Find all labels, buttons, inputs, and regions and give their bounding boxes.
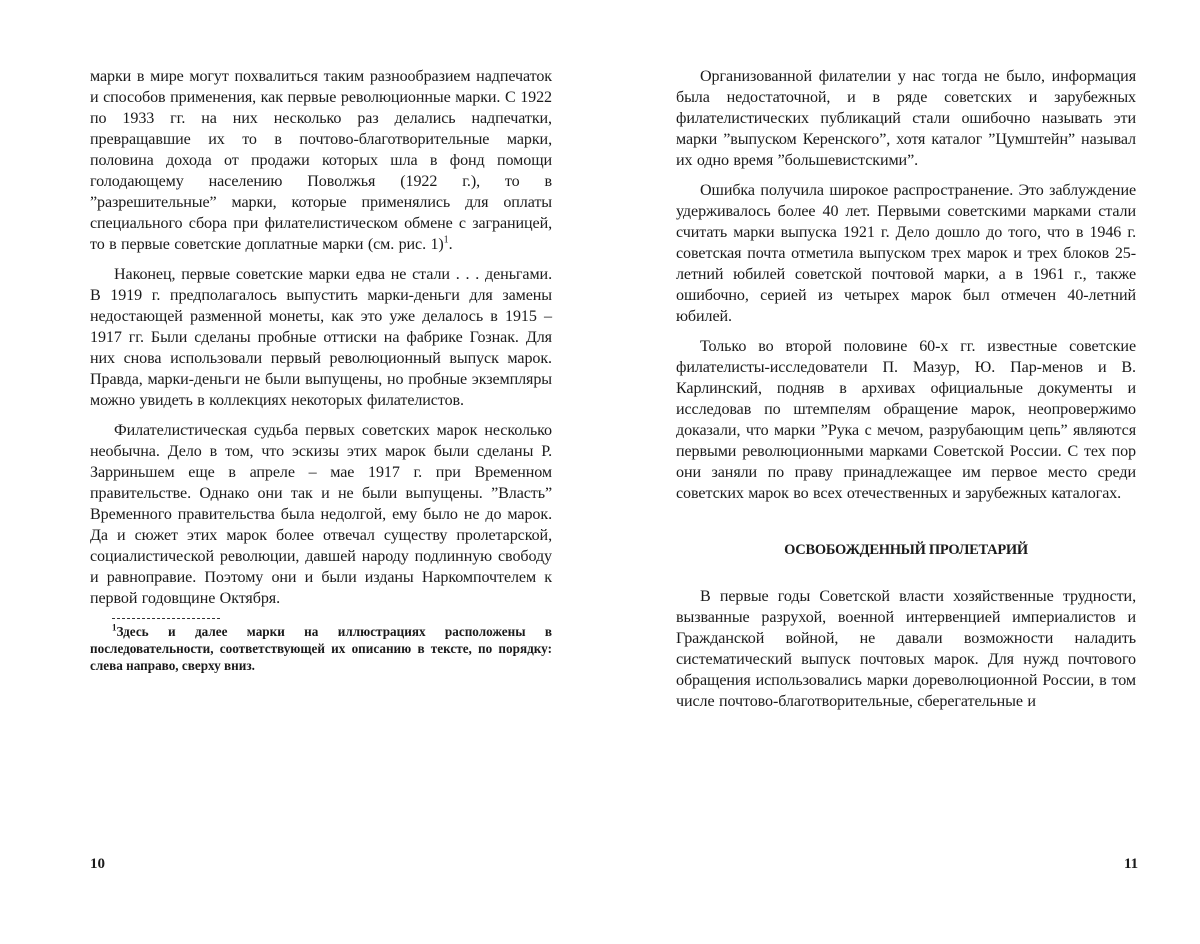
page-number-left: 10 [90, 856, 105, 872]
footnote-separator [112, 618, 220, 619]
paragraph: Филателистическая судьба первых советских марок несколько необычна. Дело в том, что эскизы этих марок были сделаны Р. Зарриньшем еще в апреле – мае 1917 г. при Временном правительстве. Однако они так и не были выпущены. ”Власть” Временного правительства была недолгой, ему было не до марок. Да и сюжет этих марок более отвечал существу пролетарской, социалистической революции, давшей народу подлинную свободу и равноправие. Поэтому они и были изданы Наркомпочтелем к первой годовщине Октября. [90, 422, 552, 607]
paragraph: Наконец, первые советские марки едва не стали . . . деньгами. В 1919 г. предполагалось выпустить марки-деньги для замены недостающей разменной монеты, как это уже делалось в 1915 – 1917 гг. Были сделаны пробные оттиски на фабрике Гознак. Для них снова использовали первый революционный выпуск марок. Правда, марки-деньги не были выпущены, но пробные экземпляры можно увидеть в коллекциях некоторых филателистов. [90, 266, 552, 409]
footnote: $^1$Здесь и далее марки на иллюстрациях расположены в последовательности, соответствующей их описанию в тексте, по порядку: слева направо, сверху вниз. [90, 622, 552, 673]
paragraph: Только во второй половине 60-х гг. известные советские филателисты-исследователи П. Мазур, Ю. Пар-менов и В. Карлинский, подняв в архивах официальные документы и исследовав по штемпелям обращение марок, неопровержимо доказали, что марки ”Рука с мечом, разрубающим цепь” являются первыми революционными марками Советской России. С тех пор они заняли по праву принадлежащее им первое место среди советских марок во всех отечественных и зарубежных каталогах. [676, 338, 1136, 502]
page-number-right: 11 [1124, 856, 1139, 872]
paragraph: Организованной филателии у нас тогда не было, информация была недостаточной, и в ряде советских и зарубежных филателистических публикаций стали ошибочно называть эти марки ”выпуском Керенского”, хотя каталог ”Цумштейн” называл их одно время ”большевистскими”. [676, 68, 1136, 169]
section-title: ОСВОБОЖДЕННЫЙ ПРОЛЕТАРИЙ [784, 542, 1028, 558]
left-page [90, 66, 552, 674]
paragraph: В первые годы Советской власти хозяйственные трудности, вызванные разрухой, военной интервенцией империалистов и Гражданской войной, не давали возможности наладить систематический выпуск почтовых марок. Для нужд почтового обращения использовались марки дореволюционной России, в том числе почтово-благотворительные, сберегательные и [676, 588, 1136, 710]
right-page [676, 66, 1136, 721]
paragraph: Ошибка получила широкое распространение. Это заблуждение удерживалось более 40 лет. Первыми советскими марками стали считать марки выпуска 1921 г. Дело дошло до того, что в 1946 г. советская почта отметила выпуском трех марок и трех блоков 25-летний юбилей советской почтовой марки, а в 1961 г., также ошибочно, серией из четырех марок был отмечен 40-летний юбилей. [676, 182, 1136, 325]
footnote-number: 1 [112, 622, 117, 633]
paragraph: марки в мире могут похвалиться таким разнообразием надпечаток и способов применения, как первые революционные марки. С 1922 по 1933 гг. на них несколько раз делались надпечатки, превращавшие их то в почтово-благотворительные марки, половина дохода от продажи которых шла в фонд помощи голодающему населению Поволжья (1922 г.), то в ”разрешительные” марки, которые применялись для оплаты специального сбора при филателистическом обмене с заграницей, то в первые советские доплатные марки (см. рис. 1)$^1$. [90, 68, 552, 253]
footnote-mark: 1 [443, 234, 449, 246]
